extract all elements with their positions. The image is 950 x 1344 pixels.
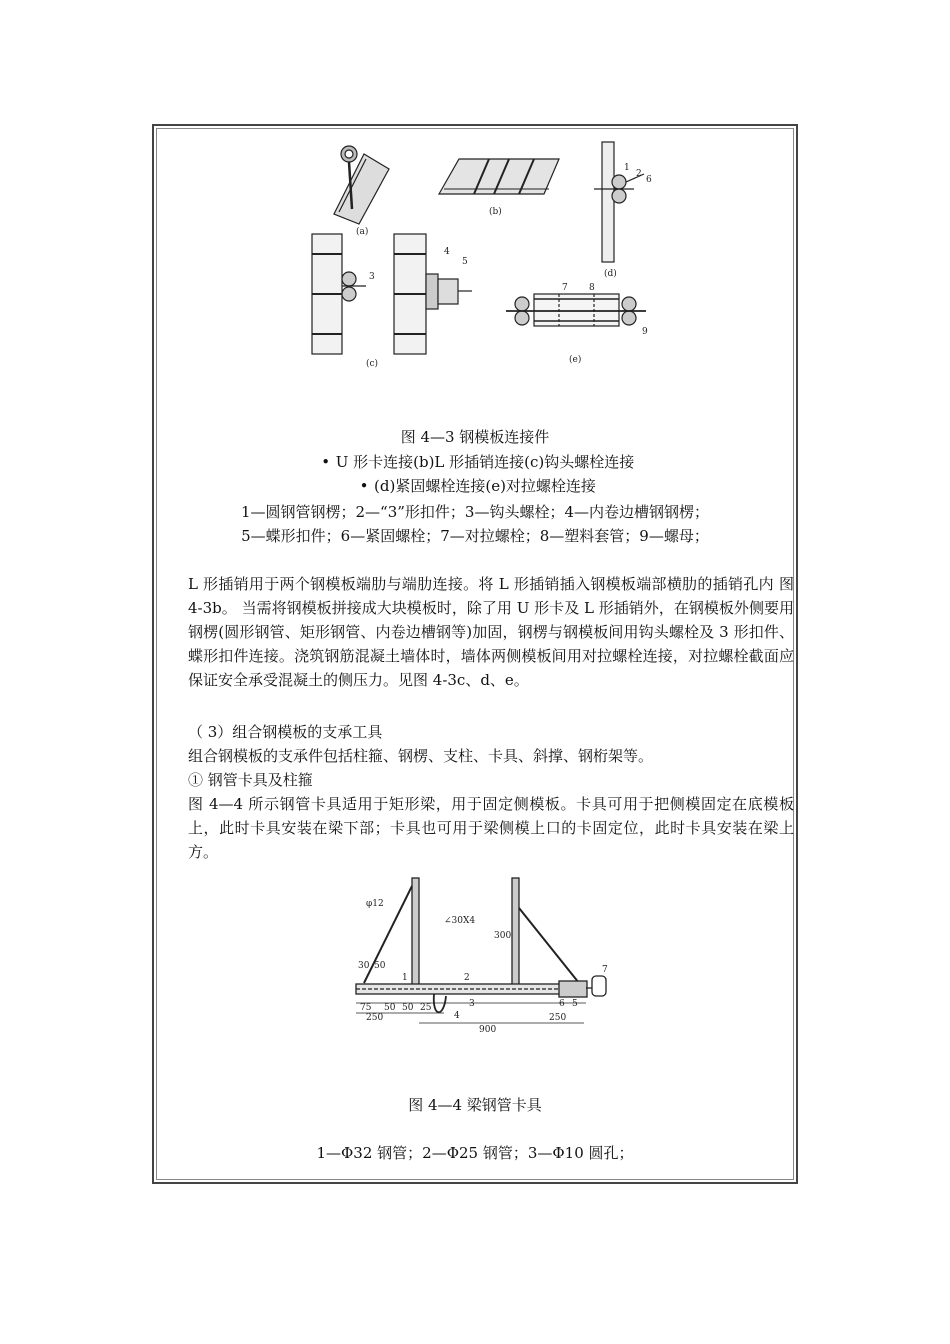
fig44-dim-50c: 50: [402, 1003, 414, 1013]
paragraph-supports: [160, 744, 794, 768]
heading-pipe-clamp: [160, 768, 794, 792]
figure-4-4-caption: 图 4—4 梁钢管卡具: [408, 1096, 542, 1114]
fig43-label-c: (c): [366, 359, 379, 369]
fig43-label-b: (b): [489, 207, 502, 217]
figure-4-3-drawing: [294, 134, 674, 374]
figure-4-3-caption: 图 4—3 钢模板连接件: [400, 428, 550, 446]
fig43-num-2: 2: [636, 169, 642, 179]
bullet-mark: •: [359, 477, 369, 495]
heading-pipe-clamp-text: ① 钢管卡具及柱箍: [188, 771, 313, 789]
fig44-dim-25: 25: [420, 1003, 432, 1013]
figure-4-4-drawing: [344, 868, 614, 1038]
heading-support-tools-text: （ 3）组合钢模板的支承工具: [188, 723, 383, 741]
page-frame: [152, 124, 798, 1184]
figure-4-3-bullet-2: [154, 474, 796, 498]
fig44-dim-50b: 50: [384, 1003, 396, 1013]
heading-support-tools: [160, 720, 794, 744]
fig44-num-1: 1: [402, 973, 408, 983]
figure-4-4-legend: 1—Φ32 钢管；2—Φ25 钢管；3—Φ10 圆孔；: [316, 1144, 634, 1162]
figure-4-4-svg: [344, 868, 614, 1038]
paragraph-supports-text: 组合钢模板的支承件包括柱箍、钢楞、支柱、卡具、斜撑、钢桁架等。: [188, 747, 654, 765]
fig44-dim-75: 75: [360, 1003, 372, 1013]
fig43-num-8: 8: [589, 283, 595, 293]
fig43-label-d: (d): [604, 269, 617, 279]
fig44-num-2: 2: [464, 973, 470, 983]
fig43-num-5: 5: [462, 257, 468, 267]
paragraph-l-pin: [160, 572, 794, 692]
fig43-num-7: 7: [562, 283, 568, 293]
bullet-mark: •: [321, 453, 331, 471]
figure-4-3-legend-2: 5—蝶形扣件；6—紧固螺栓；7—对拉螺栓；8—塑料套管；9—螺母；: [241, 527, 709, 545]
fig44-dim-30: 30: [358, 961, 370, 971]
fig44-dim-250a: 250: [366, 1013, 384, 1023]
fig43-num-6: 6: [646, 175, 652, 185]
fig44-num-7: 7: [602, 965, 608, 975]
fig44-dim-50: 50: [374, 961, 386, 971]
figure-4-3-legend-1: 1—圆钢管钢楞；2—“3”形扣件；3—钩头螺栓；4—内卷边槽钢钢楞；: [240, 503, 710, 521]
paragraph-l-pin-text: L 形插销用于两个钢模板端肋与端肋连接。将 L 形插销插入钢模板端部横肋的插销孔内 图 4-3b。 当需将钢模板拼接成大块模板时，除了用 U 形卡及 L 形插销外，在钢模板外侧要用钢楞(圆形钢管、矩形钢管、内卷边槽钢等)加固，钢楞与钢模板间用钩头螺栓及 3 形扣件、蝶形扣件连接。浇筑钢筋混凝土墙体时，墙体两侧模板间用对拉螺栓连接，对拉螺栓截面应保证安全承受混凝土的侧压力。见图 4-3c、d、e。: [188, 575, 794, 689]
fig44-dim-phi12: φ12: [366, 899, 384, 909]
figure-4-3-svg: [294, 134, 674, 374]
figure-4-3-bullet-1: [154, 450, 796, 474]
fig44-dim-250b: 250: [549, 1013, 567, 1023]
fig43-num-4: 4: [444, 247, 450, 257]
fig44-num-4: 4: [454, 1011, 460, 1021]
fig44-dim-angle: ∠30X4: [444, 916, 476, 926]
fig43-num-1: 1: [624, 163, 630, 173]
fig44-dim-900: 900: [479, 1025, 497, 1035]
fig44-num-5: 5: [572, 999, 578, 1009]
paragraph-pipe-clamp: [160, 792, 794, 864]
fig43-num-9: 9: [642, 327, 648, 337]
fig44-num-3: 3: [469, 999, 475, 1009]
fig44-dim-300: 300: [494, 931, 512, 941]
fig44-num-6: 6: [559, 999, 565, 1009]
fig43-label-e: (e): [569, 355, 582, 365]
fig43-label-a: (a): [356, 227, 369, 237]
fig43-num-3: 3: [369, 272, 375, 282]
paragraph-pipe-clamp-text: 图 4—4 所示钢管卡具适用于矩形梁，用于固定侧模板。卡具可用于把侧模固定在底模板上，此时卡具安装在梁下部；卡具也可用于梁侧模上口的卡固定位，此时卡具安装在梁上方。: [188, 795, 794, 861]
bullet-text: U 形卡连接(b)L 形插销连接(c)钩头螺栓连接: [335, 453, 635, 471]
bullet-text: (d)紧固螺栓连接(e)对拉螺栓连接: [374, 477, 596, 495]
